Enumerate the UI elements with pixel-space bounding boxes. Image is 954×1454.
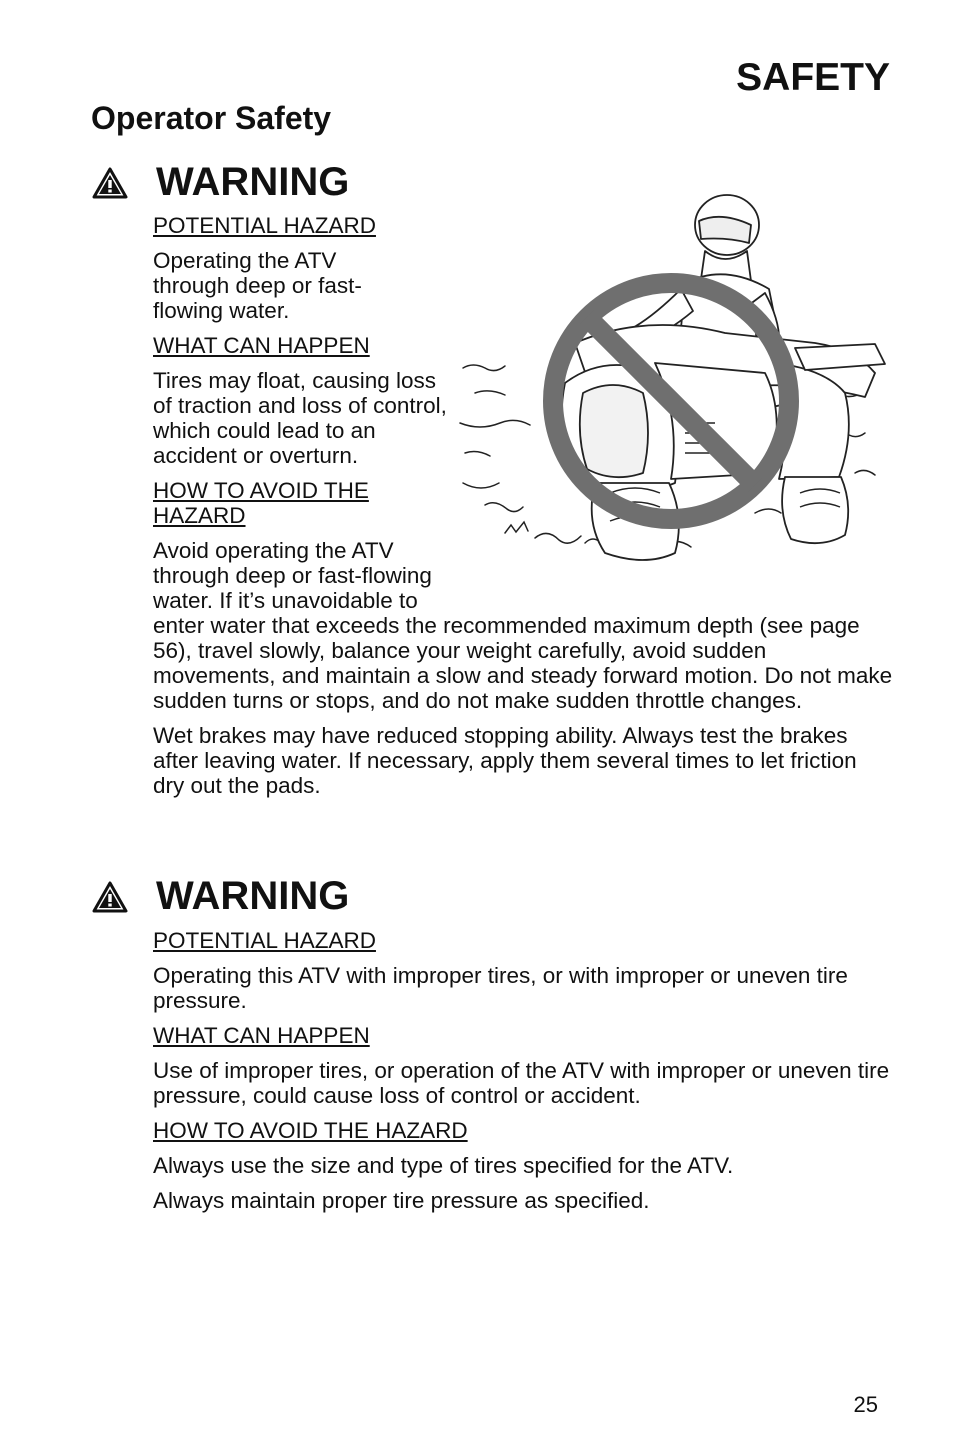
- what-can-happen-label-1: WHAT CAN HAPPEN: [153, 333, 370, 358]
- page-number: 25: [853, 1392, 878, 1417]
- warning-header-1: [92, 160, 349, 205]
- warning-header-2: [92, 874, 349, 919]
- how-to-avoid-text-1: Avoid operating the ATV through deep or fast-flowing water. If it’s unavoidable to enter water that exceeds the recommended maximum depth (see page 56), travel slowly, balance your weight carefully, avoid sudden movements, and maintain a slow and steady forward motion. Do not make sudden turns or stops, and do not make sudden throttle changes.: [153, 538, 893, 713]
- what-can-happen-label-2: WHAT CAN HAPPEN: [153, 1023, 370, 1048]
- warning-title-2: WARNING: [156, 874, 350, 918]
- what-can-happen-text-1: Tires may float, causing loss of traction and loss of control, which could lead to an accident or overturn.: [153, 368, 447, 468]
- warning-triangle-icon: [92, 167, 128, 199]
- potential-hazard-text-1: Operating the ATV through deep or fast-flowing water.: [153, 248, 362, 323]
- section-title: Operator Safety: [91, 100, 332, 136]
- page-title: SAFETY: [736, 56, 890, 99]
- how-to-avoid-text-2b: Always maintain proper tire pressure as specified.: [153, 1188, 650, 1213]
- warning-body-1: [153, 213, 893, 808]
- how-to-avoid-label-1: HOW TO AVOID THE HAZARD: [153, 478, 369, 528]
- potential-hazard-label-2: POTENTIAL HAZARD: [153, 928, 376, 953]
- warning-triangle-icon: [92, 881, 128, 913]
- potential-hazard-text-2: Operating this ATV with improper tires, or with improper or uneven tire pressure.: [153, 963, 848, 1013]
- what-can-happen-text-2: Use of improper tires, or operation of the ATV with improper or uneven tire pressure, could cause loss of control or accident.: [153, 1058, 890, 1108]
- wet-brakes-text: Wet brakes may have reduced stopping ability. Always test the brakes after leaving water. If necessary, apply them several times to let friction dry out the pads.: [153, 723, 857, 798]
- how-to-avoid-text-2a: Always use the size and type of tires specified for the ATV.: [153, 1153, 734, 1178]
- warning-title-1: WARNING: [156, 160, 350, 204]
- atv-in-water-prohibited-illustration: [455, 193, 893, 605]
- how-to-avoid-label-2: HOW TO AVOID THE HAZARD: [153, 1118, 468, 1143]
- potential-hazard-label-1: POTENTIAL HAZARD: [153, 213, 376, 238]
- warning-body-2: [153, 928, 893, 1223]
